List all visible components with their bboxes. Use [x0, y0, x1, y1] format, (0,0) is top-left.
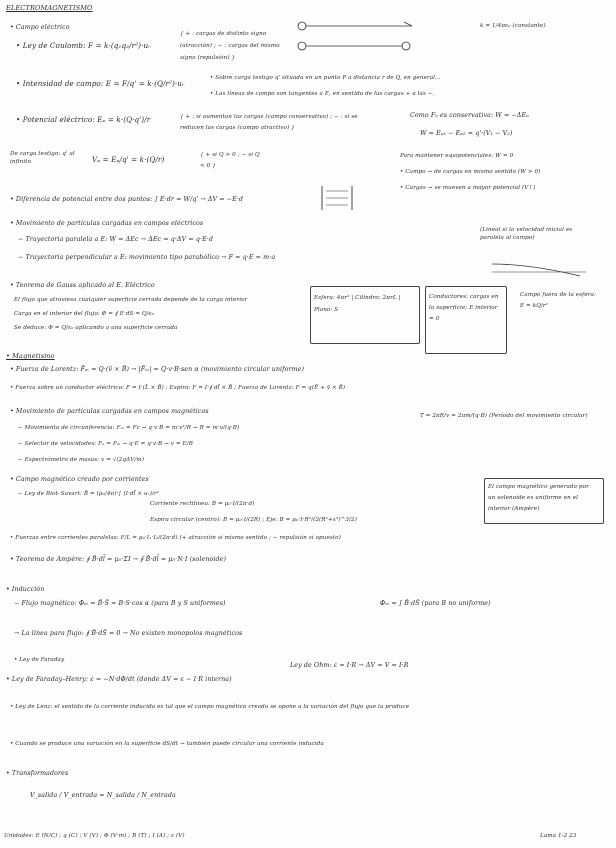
heading-charged-particles-electric: • Movimiento de partículas cargadas en campos eléctricos	[10, 220, 204, 227]
page-signature: Lama 1-2 23	[540, 833, 577, 839]
section-magnetism: • Magnetismo	[6, 352, 55, 360]
transformer-ratio: V_salida / V_entrada = N_salida / N_entrada	[30, 792, 176, 799]
surface-variation-note: • Cuando se produce una variación en la superficie dS/dt → también puede circular una corriente inducida	[10, 741, 324, 747]
potential-sign-cases: { + si Q > 0 ; − si Q < 0 }	[200, 152, 260, 169]
heading-electric-field: • Campo eléctrico	[10, 24, 70, 31]
test-charge-note: • Sobre carga testigo q' situada en un punto P a distancia r de Q, en general...	[210, 75, 441, 81]
work-potential-difference: W = Eₚ₁ − Eₚ₂ = q'·(V₁ − V₂)	[420, 130, 513, 137]
gauss-surfaces: Esfera: 4πr² | Cilindro: 2πrL | Plano: S	[314, 295, 401, 313]
force-on-conductor: • Fuerza sobre un conductor eléctrico: F = I·(L̄ × B̄) ; Espira: F = I·∮ dl̄ × B̄ ; Fuerza de Lorentz: F = q(Ē + v̄ × B̄)	[10, 385, 346, 391]
circular-period: T = 2πR/v = 2πm/(q·B) (Período del movimiento circular)	[420, 413, 588, 419]
perpendicular-trajectory: − Trayectoria perpendicular a E: movimiento tipo parabólico → F = q·E = m·a	[18, 254, 276, 261]
parallel-currents: • Fuerzas entre corrientes paralelas: F/L = μ₀·I₁·I₂/(2π·d) (+ atracción si mismo sentido ; − repulsión si opuesto)	[10, 535, 341, 541]
equipotential-note: Para mantener equipotenciales: W = 0	[400, 153, 514, 159]
magnetic-flux: − Flujo magnético: Φₘ = B̄·S̄ = B·S·cos α (para B y S uniformes)	[14, 600, 226, 607]
field-intensity: • Intensidad de campo: E = F/q' = k·(Q/r²)·uᵣ	[16, 79, 185, 88]
ohm-law: Ley de Ohm: ε = I·R → ΔV = V = I·R	[290, 662, 409, 669]
gauss-magnetism: → La línea para flujo: ∮ B̄·dS̄ = 0 → No existen monopolos magnéticos	[14, 630, 243, 637]
parallel-plates-diagram	[318, 186, 358, 212]
biot-savart: − Ley de Biot–Savart: B̄ = (μ₀/4π)·∫ (I·dl̄ × uᵣ)/r²	[18, 491, 160, 497]
ampere-theorem: • Teorema de Ampère: ∮ B̄·dl̄ = μ₀·ΣI → ∮ B̄·dl̄ = μ₀·N·I (solenoide)	[10, 556, 227, 563]
circular-motion: − Movimiento de circunferencia: Fₘ = Fc → q·v·B = m·v²/R → R = m·v/(q·B)	[18, 425, 240, 431]
conservative-work: Como Fₑ es conservativa: W = −ΔEₚ	[410, 112, 529, 119]
gauss-deduce: Se deduce: Φ = Q/ε₀ aplicando a una superficie cerrada	[14, 325, 178, 331]
circular-loop: Espira circular (centro): B = μ₀·I/(2R) ; Eje: B = μ₀·I·R²/(2(R²+x²)^3/2)	[150, 517, 358, 523]
parabolic-path-diagram	[490, 260, 590, 280]
sphere-field-note: Campo fuera de la esfera: E = kQ/r²	[520, 292, 596, 309]
mass-spectrometer: − Espectrómetro de masas: v = √(2qΔV/m)	[18, 457, 145, 463]
heading-transformers: • Transformadores	[6, 770, 69, 777]
heading-charged-particles-magnetic: • Movimiento de partículas cargadas en campos magnéticos	[10, 408, 209, 415]
nonuniform-flux: Φₘ = ∫ B̄·dS̄ (para B no uniforme)	[380, 600, 491, 607]
conductors-note: Conductores: cargas en la superficie; E interior = 0	[429, 294, 499, 322]
gauss-interior-charge: Carga en el interior del flujo: Φ = ∮ E·dS = Q/ε₀	[14, 311, 155, 317]
potential-sign-note: { + : si aumentan las cargas (campo conservativo) ; − : si se reducen las cargas (campo atractivo) }	[180, 114, 358, 131]
gauss-statement: El flujo que atraviesa cualquier superficie cerrada depende de la carga interior	[14, 297, 248, 303]
units-line: Unidades: E (N/C) ; q (C) ; V (V) ; Φ (V·m) ; B (T) ; I (A) ; ε (V)	[4, 833, 185, 839]
charges-diagram	[292, 10, 442, 54]
heading-faraday: • Ley de Faraday	[14, 657, 65, 663]
heading-gauss: • Teorema de Gauss aplicado al E. Eléctrico	[10, 282, 155, 289]
solenoid-note: El campo magnético generado por un solenoide es uniforme en el interior (Ampère)	[488, 484, 589, 512]
potential-difference: • Diferencia de potencial entre dos puntos: ∫ E·dr = W/q' → ΔV = −E·d	[10, 196, 244, 203]
charges-move-note: • Cargas → se mueven a mayor potencial (V↑)	[400, 185, 536, 191]
coulomb-law: • Ley de Coulomb: F = k·(q₁q₂/r²)·uᵣ	[16, 41, 151, 50]
section-title-electromagnetism: ELECTROMAGNETISMO	[6, 4, 93, 12]
lorentz-force: • Fuerza de Lorentz: F̄ₘ = Q·(v̄ × B̄) → |F̄ₘ| = Q·v·B·sen α (movimiento circular uniforme)	[10, 366, 305, 373]
parallel-trajectory: − Trayectoria paralela a E: W = ΔEc → ΔEc = q·ΔV = q·E·d	[18, 236, 214, 243]
test-charge-infinity: De carga testigo: q' al infinito	[10, 151, 75, 165]
faraday-henry-law: • Ley de Faraday–Henry: ε = −N·dΦ/dt (donde ΔV = ε − I·R interna)	[6, 676, 232, 683]
field-direction-note: • Campo → de cargas en mismo sentido (W > 0)	[400, 169, 541, 175]
heading-currents-field: • Campo magnético creado por corrientes	[10, 476, 149, 483]
electric-potential-energy: • Potencial eléctrico: Eₚ = k·(Q·q')/r	[16, 115, 151, 124]
field-lines-note: • Las líneas de campo son tangentes a E, en sentido de las cargas + a las −.	[210, 91, 435, 97]
lenz-law: • Ley de Lenz: el sentido de la corriente inducida es tal que el campo magnético creado se opone a la variación del flujo que la produce	[10, 704, 410, 710]
coulomb-sign-note: { + : cargas de distinto signo (atracción) ; − : cargas del mismo signo (repulsión) }	[180, 31, 280, 61]
velocity-selector: − Selector de velocidades: Fₑ = Fₘ → q·E = q·v·B → v = E/B	[18, 441, 193, 447]
linear-trajectory-note: (Lineal si la velocidad inicial es paralela al campo)	[480, 227, 573, 241]
coulomb-constant: k = 1/4πε₀ (constante)	[480, 23, 546, 29]
rectilinear-current: Corriente rectilínea: B = μ₀·I/(2π·d)	[150, 501, 255, 507]
potential-formula: Vₚ = Eₚ/q' = k·(Q/r)	[92, 155, 165, 164]
section-induction: • Inducción	[6, 586, 45, 593]
